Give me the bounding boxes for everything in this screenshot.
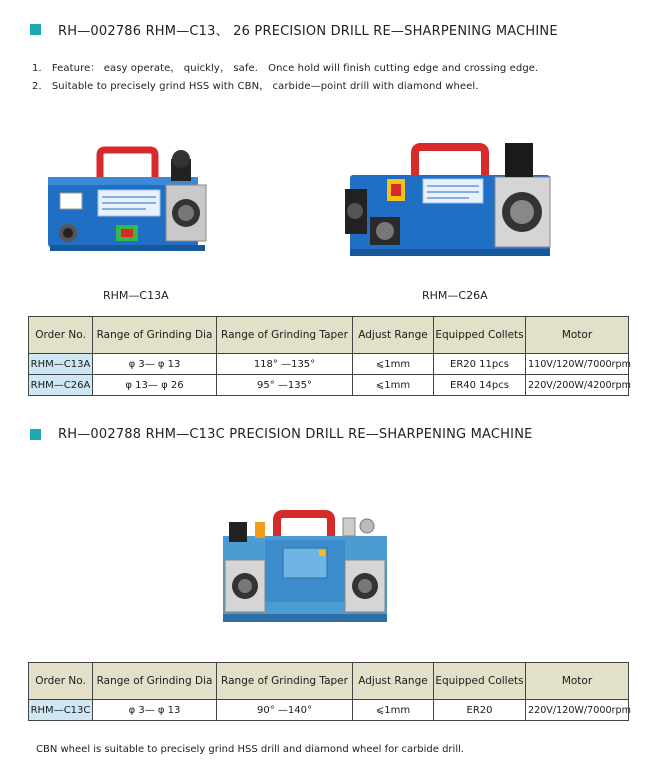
caption-c13a: RHM—C13A bbox=[103, 289, 169, 302]
cell-motor: 220V/120W/7000rpm bbox=[526, 700, 629, 721]
spec-table-2 bbox=[28, 662, 629, 721]
cell-equipped-collets: ER40 14pcs bbox=[434, 375, 526, 396]
spec-table-1 bbox=[28, 316, 629, 396]
header-adjust-range: Adjust Range bbox=[353, 663, 434, 700]
cell-adjust-range: ⩽1mm bbox=[353, 700, 434, 721]
section-marker-icon bbox=[30, 429, 41, 440]
section1-title: RH—002786 RHM—C13、 26 PRECISION DRILL RE—SHARPENING MACHINE bbox=[58, 24, 558, 39]
cell-adjust-range: ⩽1mm bbox=[353, 354, 434, 375]
machine-c13a-image bbox=[38, 145, 218, 260]
header-grinding-dia: Range of Grinding Dia bbox=[93, 663, 217, 700]
header-grinding-dia: Range of Grinding Dia bbox=[93, 317, 217, 354]
header-equipped-collets: Equipped Collets bbox=[434, 317, 526, 354]
feature-line-2: 2． Suitable to precisely grind HSS with CBN， carbide—point drill with diamond wheel． bbox=[32, 81, 486, 92]
cell-order-no: RHM—C26A bbox=[29, 375, 93, 396]
table-header-row bbox=[29, 317, 629, 354]
cell-adjust-range: ⩽1mm bbox=[353, 375, 434, 396]
header-motor: Motor bbox=[526, 663, 629, 700]
cell-equipped-collets: ER20 11pcs bbox=[434, 354, 526, 375]
cell-equipped-collets: ER20 bbox=[434, 700, 526, 721]
cell-order-no: RHM—C13C bbox=[29, 700, 93, 721]
section2-title: RH—002788 RHM—C13C PRECISION DRILL RE—SHARPENING MACHINE bbox=[58, 427, 533, 442]
cell-grinding-dia: φ 13— φ 26 bbox=[93, 375, 217, 396]
footer-note: CBN wheel is suitable to precisely grind HSS drill and diamond wheel for carbide drill． bbox=[36, 744, 471, 755]
machine-c13c-image bbox=[215, 500, 395, 630]
section1-heading bbox=[30, 20, 558, 39]
table-header-row bbox=[29, 663, 629, 700]
header-order-no: Order No. bbox=[29, 317, 93, 354]
cell-motor: 110V/120W/7000rpm bbox=[526, 354, 629, 375]
cell-grinding-taper: 90° —140° bbox=[217, 700, 353, 721]
cell-order-no: RHM—C13A bbox=[29, 354, 93, 375]
table-row bbox=[29, 700, 629, 721]
section-marker-icon bbox=[30, 24, 41, 35]
table-row bbox=[29, 375, 629, 396]
header-grinding-taper: Range of Grinding Taper bbox=[217, 317, 353, 354]
header-adjust-range: Adjust Range bbox=[353, 317, 434, 354]
machine-c26a-image bbox=[345, 137, 555, 262]
header-motor: Motor bbox=[526, 317, 629, 354]
header-order-no: Order No. bbox=[29, 663, 93, 700]
cell-grinding-taper: 118° —135° bbox=[217, 354, 353, 375]
header-grinding-taper: Range of Grinding Taper bbox=[217, 663, 353, 700]
cell-grinding-taper: 95° —135° bbox=[217, 375, 353, 396]
section2-heading bbox=[30, 427, 533, 442]
caption-c26a: RHM—C26A bbox=[422, 289, 488, 302]
cell-motor: 220V/200W/4200rpm bbox=[526, 375, 629, 396]
feature-line-1: 1． Feature： easy operate， quickly， safe． Once hold will finish cutting edge and crossing edge． bbox=[32, 63, 546, 74]
cell-grinding-dia: φ 3— φ 13 bbox=[93, 700, 217, 721]
table-row bbox=[29, 354, 629, 375]
header-equipped-collets: Equipped Collets bbox=[434, 663, 526, 700]
cell-grinding-dia: φ 3— φ 13 bbox=[93, 354, 217, 375]
